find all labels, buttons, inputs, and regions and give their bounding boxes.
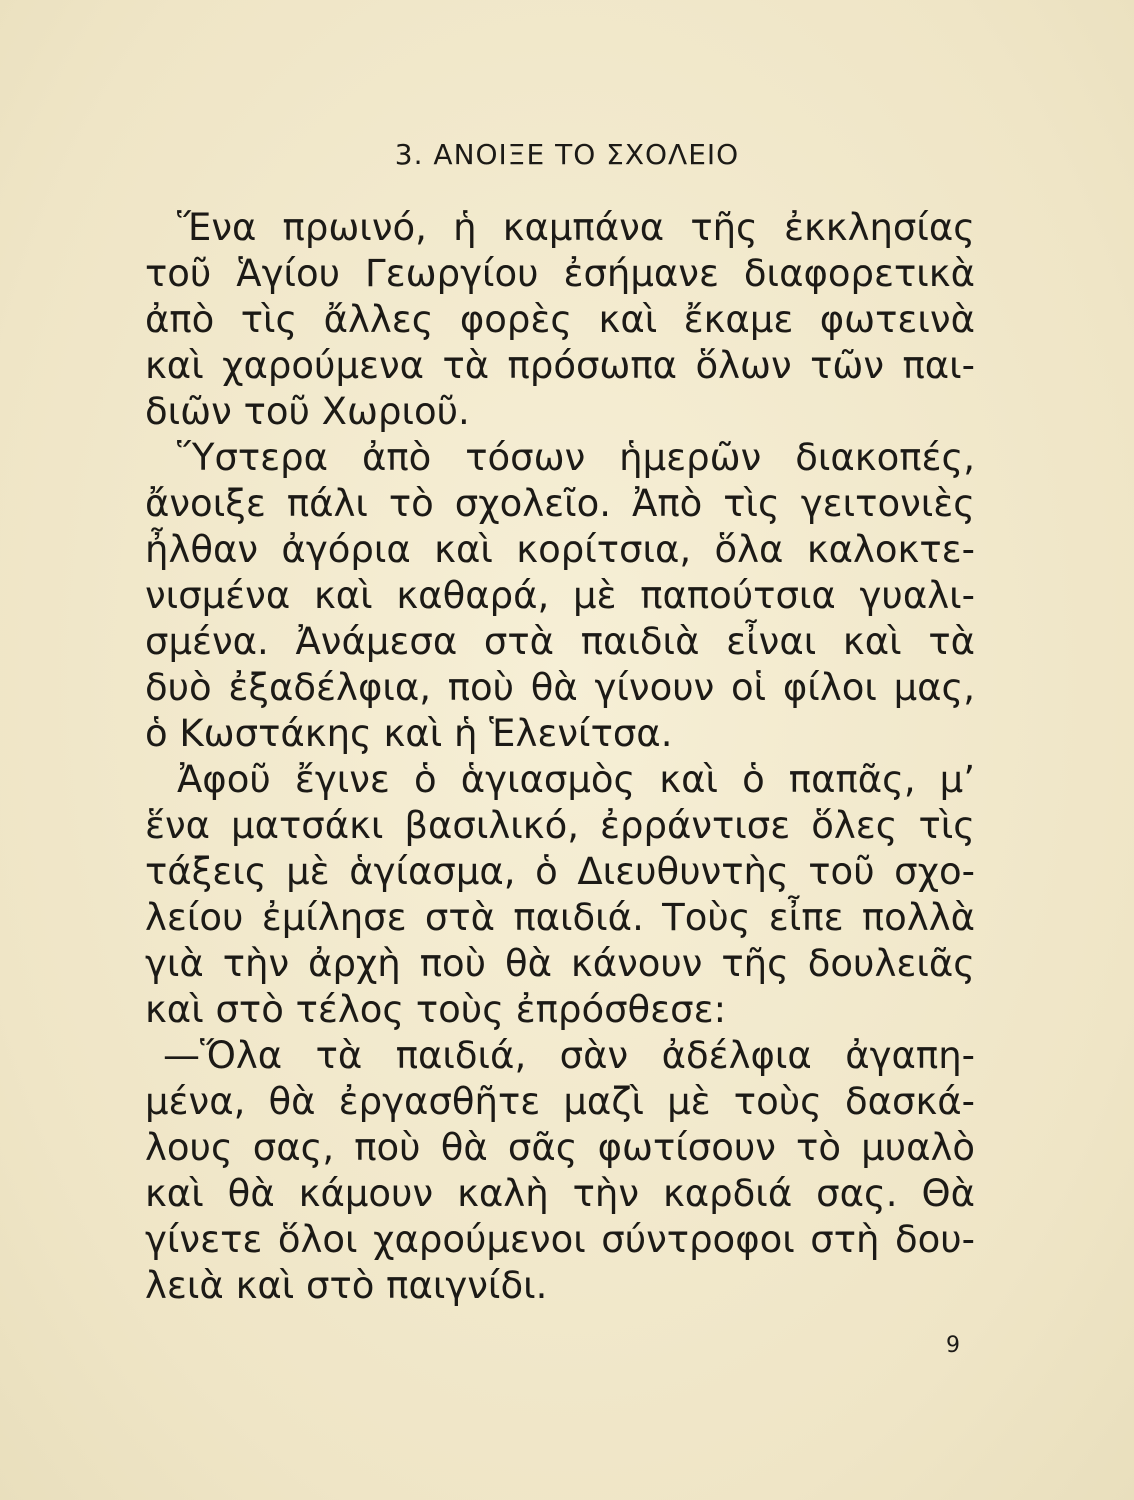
body-text <box>145 205 975 1309</box>
text-line: νισμένα καὶ καθαρά, μὲ παπούτσια γυαλι- <box>145 574 975 617</box>
text-line: τοῦ Ἁγίου Γεωργίου ἐσήμανε διαφορετικὰ <box>145 252 975 295</box>
text-line: καὶ στὸ τέλος τοὺς ἐπρόσθεσε: <box>145 988 727 1031</box>
text-line: σμένα. Ἀνάμεσα στὰ παιδιὰ εἶναι καὶ τὰ <box>145 620 975 663</box>
text-line: μένα, θὰ ἐργασθῆτε μαζὶ μὲ τοὺς δασκά- <box>145 1080 975 1123</box>
text-line: ἄνοιξε πάλι τὸ σχολεῖο. Ἀπὸ τὶς γειτονιὲς <box>145 482 975 525</box>
text-line: ἕνα ματσάκι βασιλικό, ἐρράντισε ὅλες τὶς <box>145 804 975 847</box>
text-line: γίνετε ὅλοι χαρούμενοι σύντροφοι στὴ δου- <box>145 1218 975 1261</box>
text-line: λειὰ καὶ στὸ παιγνίδι. <box>145 1264 548 1307</box>
text-line: Ὕστερα ἀπὸ τόσων ἡμερῶν διακοπές, <box>177 436 975 479</box>
text-line: ὁ Κωστάκης καὶ ἡ Ἑλενίτσα. <box>145 712 673 755</box>
text-line: γιὰ τὴν ἀρχὴ ποὺ θὰ κάνουν τῆς δουλειᾶς <box>145 942 975 985</box>
chapter-title: 3. ΑΝΟΙΞΕ ΤΟ ΣΧΟΛΕΙΟ <box>394 138 740 171</box>
text-line: τάξεις μὲ ἁγίασμα, ὁ Διευθυντὴς τοῦ σχο- <box>145 850 975 893</box>
text-line: διῶν τοῦ Χωριοῦ. <box>145 390 470 433</box>
text-line: καὶ θὰ κάμουν καλὴ τὴν καρδιά σας. Θὰ <box>145 1172 975 1215</box>
text-line: —Ὅλα τὰ παιδιά, σὰν ἀδέλφια ἀγαπη- <box>163 1034 975 1077</box>
text-line: λους σας, ποὺ θὰ σᾶς φωτίσουν τὸ μυαλὸ <box>145 1126 975 1169</box>
text-line: δυὸ ἐξαδέλφια, ποὺ θὰ γίνουν οἱ φίλοι μας, <box>145 666 975 709</box>
text-line: ἀπὸ τὶς ἄλλες φορὲς καὶ ἔκαμε φωτεινὰ <box>145 298 975 341</box>
text-line: Ἀφοῦ ἔγινε ὁ ἁγιασμὸς καὶ ὁ παπᾶς, μ’ <box>177 758 975 801</box>
page-number: 9 <box>946 1333 960 1358</box>
text-line: καὶ χαρούμενα τὰ πρόσωπα ὅλων τῶν παι- <box>145 344 975 387</box>
text-line: λείου ἐμίλησε στὰ παιδιά. Τοὺς εἶπε πολλὰ <box>145 896 975 939</box>
text-line: ἦλθαν ἀγόρια καὶ κορίτσια, ὅλα καλοκτε- <box>145 528 975 571</box>
text-line: Ἕνα πρωινό, ἡ καμπάνα τῆς ἐκκλησίας <box>177 206 975 249</box>
